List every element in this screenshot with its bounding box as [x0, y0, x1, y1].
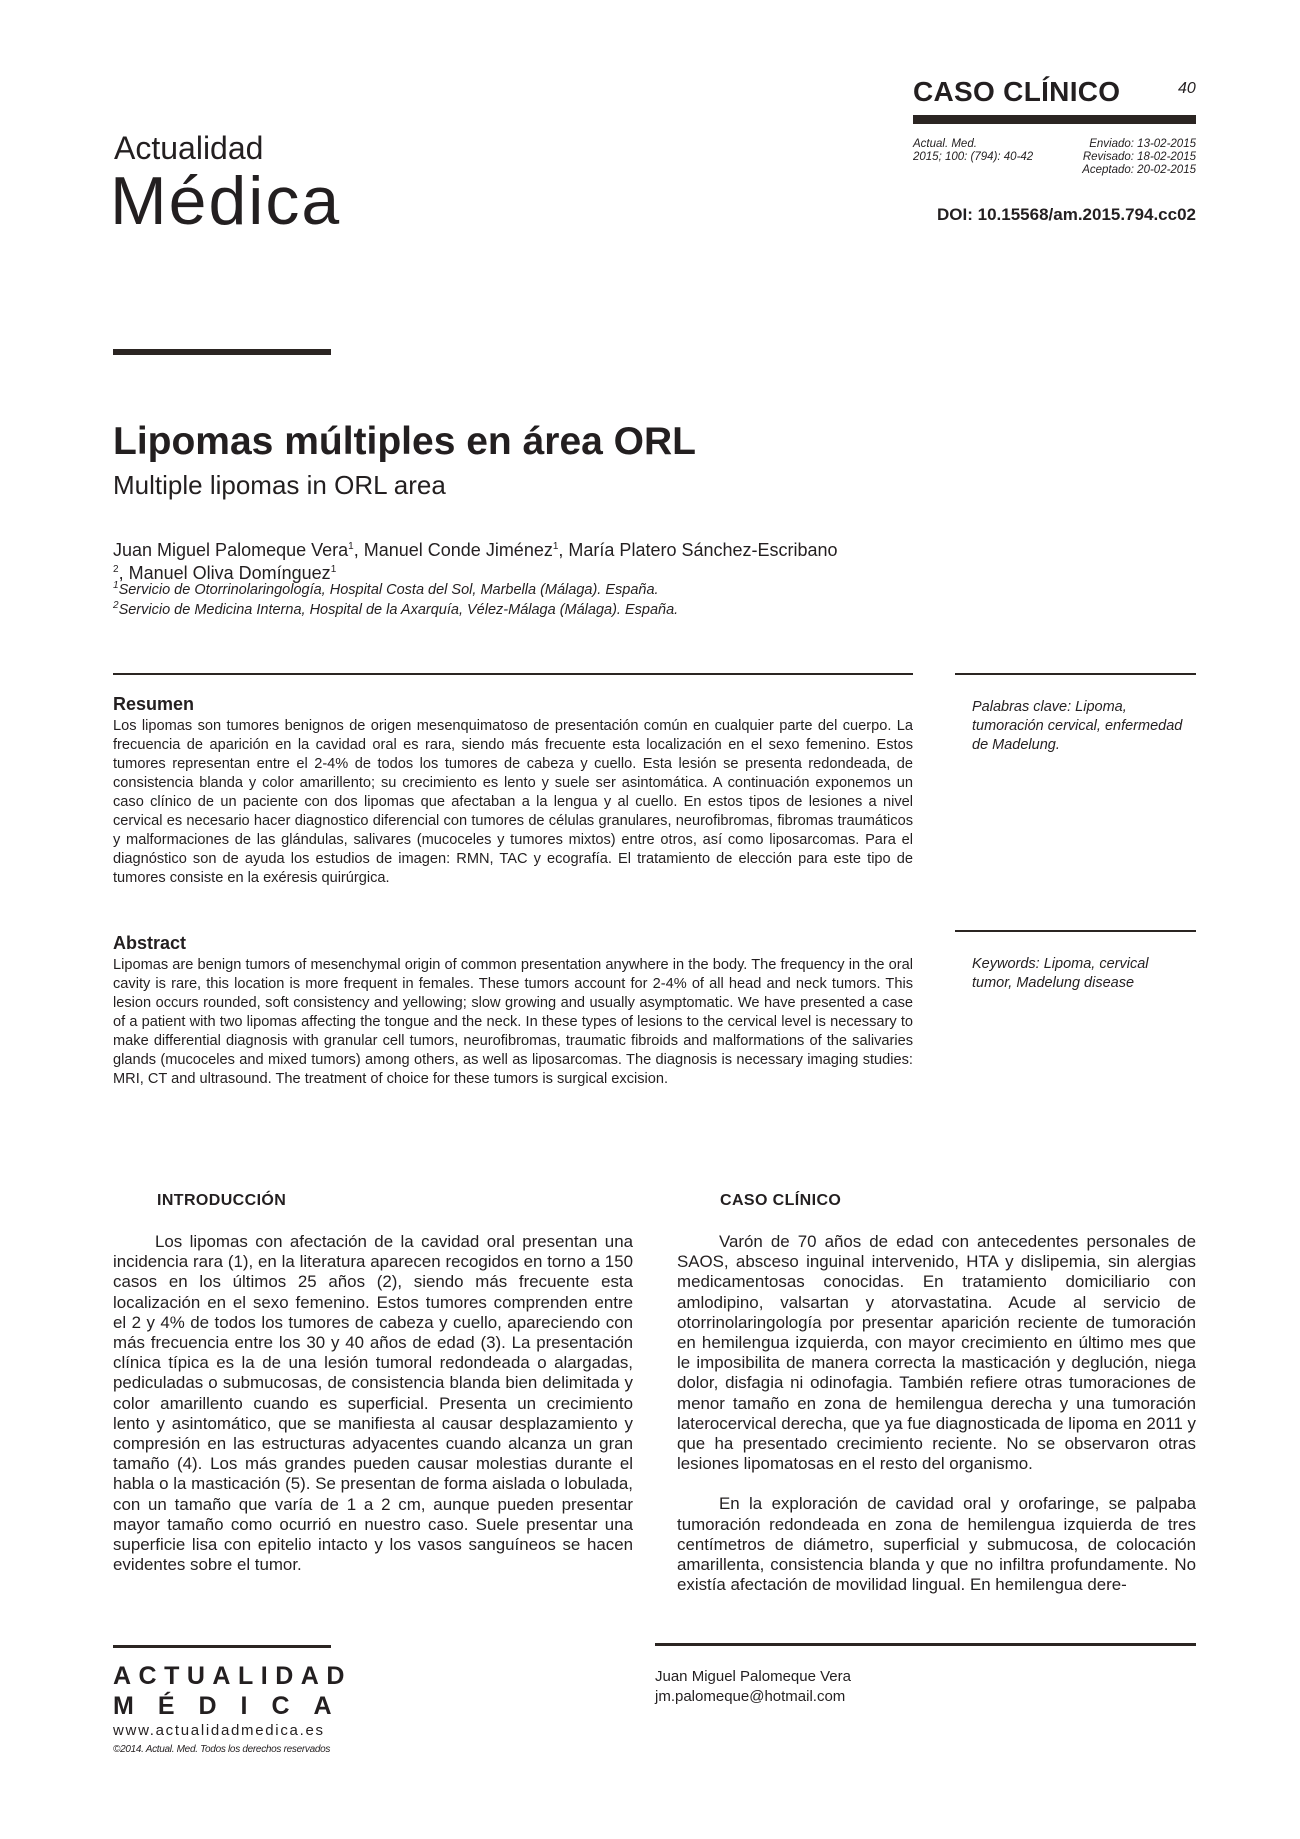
corresponding-author: Juan Miguel Palomeque Vera	[655, 1668, 851, 1685]
citation-volume: 2015; 100: (794): 40-42	[913, 151, 1034, 163]
affiliation	[113, 580, 923, 598]
case-heading: CASO CLÍNICO	[720, 1192, 842, 1209]
article-dates	[1040, 138, 1196, 177]
abstract-text: Lipomas are benign tumors of mesenchymal origin of common presentation anywhere in the body. The frequency in the oral cavity is rare, this location is more frequent in females. These tumors account for 2-4% of all head and neck tumors. This lesion occurs rounded, soft consistency and yellowing; slow growing and usually asymptomatic. We have presented a case of a patient with two lipomas affecting the tongue and the neck. In these types of lesions to the cervical level is necessary to make differential diagnosis with granular cell tumors, neurofibromas, traumatic fibroids and malformations of the salivaries glands (mucoceles and mixed tumors) among others, as well as liposarcomas. The diagnosis is necessary imaging studies: MRI, CT and ultrasound. The treatment of choice for these tumors is surgical excision.	[113, 957, 913, 1087]
footer-divider	[113, 1645, 331, 1648]
date-accepted: Aceptado: 20-02-2015	[1082, 164, 1196, 176]
title-bar	[113, 349, 331, 355]
affiliation-text: Servicio de Medicina Interna, Hospital de la Axarquía, Vélez-Málaga (Málaga). España.	[118, 601, 679, 618]
author-separator: ,	[353, 540, 364, 560]
footer-logo-line2: MÉDICA	[113, 1692, 356, 1720]
affiliation	[113, 600, 923, 618]
section-label: CASO CLÍNICO	[913, 76, 1121, 107]
footer-url-link[interactable]: www.actualidadmedica.es	[113, 1722, 325, 1739]
page-number: 40	[1178, 80, 1196, 97]
doi[interactable]: DOI: 10.15568/am.2015.794.cc02	[937, 205, 1196, 224]
header-bar	[913, 115, 1196, 124]
divider	[113, 673, 913, 675]
authors	[113, 537, 923, 583]
author-affiliation-mark: 1	[330, 564, 337, 575]
keywords-en: Keywords: Lipoma, cervical tumor, Madelung disease	[972, 956, 1149, 991]
footer-logo-line1: ACTUALIDAD	[113, 1662, 352, 1690]
case-paragraph: Varón de 70 años de edad con antecedentes personales de SAOS, absceso inguinal intervenido, HTA y dislipemia, sin alergias medicamentosas conocidas. En tratamiento domiciliario con amlodipino, valsartan y atorvastatina. Acude al servicio de otorrinolaringología por presentar aparición reciente de tumoración en hemilengua izquierda, con mayor crecimiento en último mes que le imposibilita de manera correcta la masticación y deglución, niega dolor, disfagia ni odinofagia. También refiere otras tumoraciones de menor tamaño en zona de hemilengua derecha y una tumoración laterocervical derecha, que ya fue diagnosticada de lipoma en 2011 y que ha presentado crecimiento reciente. No se observaron otras lesiones lipomatosas en el resto del organismo.	[677, 1232, 1196, 1474]
author-name: Juan Miguel Palomeque Vera	[113, 540, 349, 560]
intro-heading: INTRODUCCIÓN	[157, 1192, 287, 1209]
author-name: María Platero Sánchez-Escribano	[568, 540, 838, 560]
author-affiliation-mark: 1	[552, 541, 559, 552]
article-subtitle: Multiple lipomas in ORL area	[113, 470, 446, 500]
footer-copyright: ©2014. Actual. Med. Todos los derechos reservados	[113, 1744, 331, 1755]
author-name: Manuel Oliva Domínguez	[128, 563, 331, 583]
citation	[913, 138, 1033, 164]
divider	[955, 930, 1196, 932]
author-affiliation-mark: 2	[113, 564, 119, 575]
author-separator: ,	[118, 563, 129, 583]
journal-logo-small: Actualidad	[114, 130, 264, 166]
resumen-heading: Resumen	[113, 694, 195, 714]
case-paragraph: En la exploración de cavidad oral y orofaringe, se palpaba tumoración redondeada en zona de hemilengua izquierda de tres centímetros de diámetro, superficial y submucosa, de colocación amarillenta, consistencia blanda y que no infiltra profundamente. No existía afectación de movilidad lingual. En hemilengua dere-	[677, 1494, 1196, 1595]
author-name: Manuel Conde Jiménez	[363, 540, 553, 560]
abstract-heading: Abstract	[113, 933, 187, 953]
intro-paragraph: Los lipomas con afectación de la cavidad oral presentan una incidencia rara (1), en la literatura aparecen recogidos en torno a 150 casos en los últimos 25 años (2), siendo más frecuente esta localización en el sexo femenino. Estos tumores comprenden entre el 2 y 4% de todos los tumores de cabeza y cuello, apareciendo con más frecuencia entre los 30 y 40 años de edad (3). La presentación clínica típica es la de una lesión tumoral redondeada o alargadas, pediculadas o submucosas, de consistencia blanda bien delimitada y color amarillento cuando es superficial. Presenta un crecimiento lento y asintomático, que se manifiesta al causar desplazamiento y compresión en las estructuras adyacentes cuando alcanza un gran tamaño (4). Los más grandes pueden causar molestias durante el habla o la masticación (5). Se presentan de forma aislada o lobulada, con un tamaño que varía de 1 a 2 cm, aunque pueden presentar mayor tamaño como ocurrió en nuestro caso. Suele presentar una superficie lisa con epitelio intacto y los vasos sanguíneos se hacen evidentes sobre el tumor.	[113, 1232, 633, 1575]
resumen-text: Los lipomas son tumores benignos de origen mesenquimatoso de presentación común en cualquier parte del cuerpo. La frecuencia de aparición en la cavidad oral es rara, siendo más frecuente esta localización en el sexo femenino. Estos tumores representan entre el 2-4% de todos los tumores de cabeza y cuello. Esta lesión se presenta redondeada, de consistencia blanda y color amarillento; su crecimiento es lento y suele ser asintomática. A continuación exponemos un caso clínico de un paciente con dos lipomas que afectaban a la lengua y al cuello. En estos tipos de lesiones a nivel cervical es necesario hacer diagnostico diferencial con tumores de células granulares, neurofibromas, fibromas traumáticos y malformaciones de las glándulas, salivares (mucoceles y tumores mixtos) entre otros, así como liposarcomas. Para el diagnóstico son de ayuda los estudios de imagen: RMN, TAC y ecografía. El tratamiento de elección para este tipo de tumores consiste en la exéresis quirúrgica.	[113, 718, 913, 886]
date-sent: Enviado: 13-02-2015	[1089, 138, 1196, 150]
footer-divider	[655, 1643, 1196, 1646]
author-affiliation-mark: 1	[348, 541, 354, 552]
affiliation-mark: 2	[113, 600, 119, 611]
journal-logo-large: Médica	[110, 163, 342, 239]
article-title: Lipomas múltiples en área ORL	[113, 420, 696, 463]
affiliation-mark: 1	[113, 580, 119, 591]
divider	[955, 673, 1196, 675]
date-revised: Revisado: 18-02-2015	[1082, 151, 1196, 163]
keywords-es: Palabras clave: Lipoma, tumoración cervical, enfermedad de Madelung.	[972, 699, 1183, 753]
corresponding-email-link[interactable]: jm.palomeque@hotmail.com	[655, 1688, 846, 1705]
intro-column	[113, 1232, 633, 1575]
affiliation-text: Servicio de Otorrinolaringología, Hospital Costa del Sol, Marbella (Málaga). España.	[118, 581, 659, 598]
author-separator: ,	[558, 540, 569, 560]
case-column	[677, 1232, 1196, 1595]
citation-journal: Actual. Med.	[913, 138, 977, 150]
